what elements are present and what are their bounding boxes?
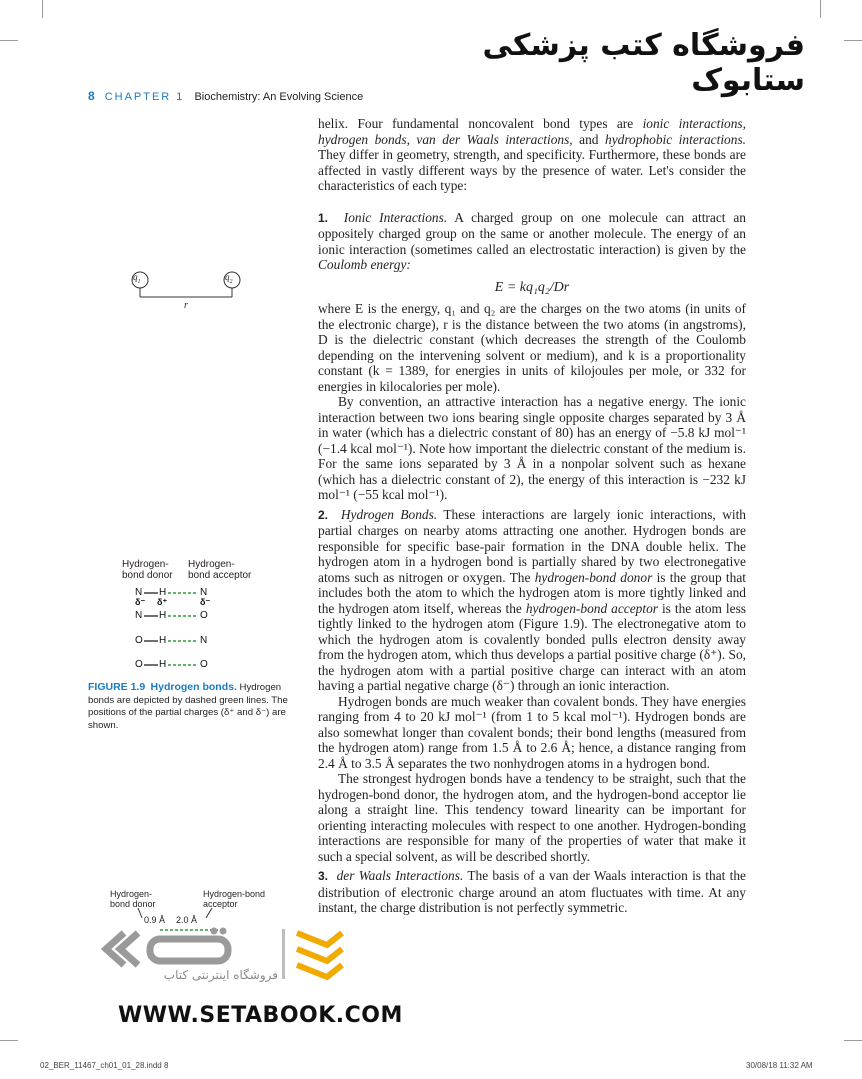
paragraph-convention: By convention, an attractive interaction has a negative energy. The ionic interaction between two ions bearing single opposite charges separated by 3 Å in water (which has a dielectric constant of 80) has an energy of −5.8 kJ mol⁻¹ (−1.4 kcal mol⁻¹). Note how important the dielectric constant of the medium is. For the same ions separated by 3 Å in a nonpolar solvent such as hexane (which has a dielectric constant of 2), the energy of this interaction is −232 kJ mol⁻¹ (−55 kcal mol⁻¹). (318, 394, 746, 502)
watermark-url: WWW.SETABOOK.COM (118, 1003, 403, 1028)
fig10-distance-2: 2.0 Å (176, 915, 198, 925)
hbond-row-4-acceptor: O (200, 659, 208, 670)
charge-donor: δ⁻ (135, 597, 146, 607)
paragraph-weaker: Hydrogen bonds are much weaker than covalent bonds. They have energies ranging from 4 to 20 kJ mol⁻¹ (from 1 to 5 kcal mol⁻¹). Hydrogen bonds are also somewhat longer than covalent bonds; their bond lengths (measured from the hydrogen atom) range from 1.5 Å to 2.6 Å; hence, a distance ranging from 2.4 Å to 3.5 Å separates the two nonhydrogen atoms in a hydrogen bond. (318, 693, 746, 771)
hbond-row-2-h: H (159, 610, 167, 621)
intro-paragraph: helix. Four fundamental noncovalent bond types are ionic interactions, hydrogen bonds, van der Waals interactions, and hydrophobic interactions. They differ in geometry, strength, and specificity. Furthermore, these bonds are affected in vastly different ways by the presence of water. Let's consider the characteristics of each type: (318, 116, 747, 193)
store-subtitle: فروشگاه اینترنتی کتاب (163, 968, 278, 982)
caption-title: Hydrogen bonds. (150, 681, 237, 693)
crop-mark (42, 0, 43, 18)
crop-mark (820, 0, 821, 18)
paragraph-strongest: The strongest hydrogen bonds have a tendency to be straight, such that the hydrogen-bond donor, the hydrogen atom, and the hydrogen-bond acceptor lie along a straight line. This tendency toward linearity can be important for orienting interacting molecules with respect to one another. Hydrogen-bonding interactions are responsible for many of the properties of water that make it such a special solvent, as will be described shortly. (318, 771, 746, 864)
charge-hydrogen: δ⁺ (157, 597, 168, 607)
hbond-row-4-atoms: O (135, 659, 143, 670)
fig10-distance-1: 0.9 Å (144, 915, 166, 925)
setabook-logo-icon (92, 925, 352, 995)
coulomb-equation: E = kq₁q₂/Dr (494, 279, 570, 295)
charge-acceptor: δ⁻ (200, 597, 211, 607)
paragraph-where: where E is the energy, q₁ and q₂ are the charges on the two atoms (in units of the electronic charge), r is the distance between the two atoms (in angstroms), D is the dielectric constant (which decreases the strength of the Coulomb depending on the intervening solvent or medium), and k is a proportionality constant (k = 1389, for energies in units of kilojoules per mole, or 332 for energies in kilocalories per mole). (318, 301, 746, 394)
q1-label: $q_1$ (133, 272, 141, 285)
fig10-donor-label: Hydrogen- bond donor (110, 889, 156, 909)
crop-mark (0, 1040, 18, 1041)
hbond-row-2-acceptor: O (200, 610, 208, 621)
section-hydrogen-bonds: 2. Hydrogen Bonds. These interactions are largely ionic interactions, with partial charges on nearby atoms attracting one another. Hydrogen bonds are responsible for specific base-pair formation in the DNA double helix. The hydrogen atom in a hydrogen bond is partially shared by two electronegative atoms such as nitrogen or oxygen. The hydrogen-bond donor is the group that includes both the atom to which the hydrogen atom is more tightly linked and the hydrogen atom itself, whereas the hydrogen-bond acceptor is the atom less tightly linked to the hydrogen atom (Figure 1.9). The electronegative atom to which the hydrogen atom is covalently bonded pulls electron density away from the hydrogen atom, which thus develops a partial positive charge (δ⁺). So, the hydrogen atom with a partial positive charge can interact with an atom having a partial negative charge (δ⁻) through an ionic interaction. (318, 506, 746, 693)
fig10-acceptor-label: Hydrogen-bond acceptor (203, 889, 266, 909)
main-text-column (318, 116, 746, 916)
hbond-row-1-atoms: N (135, 587, 143, 598)
figure-1-9-caption (88, 681, 288, 732)
chapter-label: CHAPTER 1 (104, 91, 185, 103)
crop-mark (844, 1040, 862, 1041)
acceptor-column-label: Hydrogen- bond acceptor (188, 559, 252, 581)
crop-mark (0, 40, 18, 41)
hbond-row-2-atoms: N (135, 610, 143, 621)
hbond-row-3-acceptor: N (200, 635, 208, 646)
page-number: 8 (88, 89, 95, 103)
running-head (88, 89, 363, 103)
caption-label: FIGURE 1.9 (88, 681, 146, 693)
q2-label: $q_2$ (225, 272, 233, 285)
store-banner: فروشگاه کتب پزشکی ستابوک (482, 28, 805, 98)
r-label: r (184, 300, 188, 311)
section-van-der-waals: 3. der Waals Interactions. The basis of a van der Waals interaction is that the distribution of electronic charge around an atom fluctuates with time. At any instant, the charge distribution is not perfectly symmetric. (318, 868, 746, 915)
hbond-row-3-atoms: O (135, 635, 143, 646)
footer-file: 02_BER_11467_ch01_01_28.indd 8 (40, 1061, 169, 1070)
caption-text: Hydrogen bonds are depicted by dashed green lines. The positions of the partial charges (δ⁺ and δ⁻) are shown. (88, 682, 288, 731)
section-ionic: 1. Ionic Interactions. A charged group on one molecule can attract an oppositely charged group on the same or another molecule. The energy of an ionic interaction (sometimes called an electrostatic interaction) is given by the Coulomb energy: (318, 209, 746, 272)
hbond-row-1-h: H (159, 587, 167, 598)
hbond-row-1-acceptor: N (200, 587, 208, 598)
book-title: Biochemistry: An Evolving Science (194, 91, 364, 103)
hbond-row-4-h: H (159, 659, 167, 670)
footer-date: 30/08/18 11:32 AM (746, 1061, 813, 1070)
crop-mark (844, 40, 862, 41)
donor-column-label: Hydrogen- bond donor (122, 559, 173, 581)
hbond-row-3-h: H (159, 635, 167, 646)
